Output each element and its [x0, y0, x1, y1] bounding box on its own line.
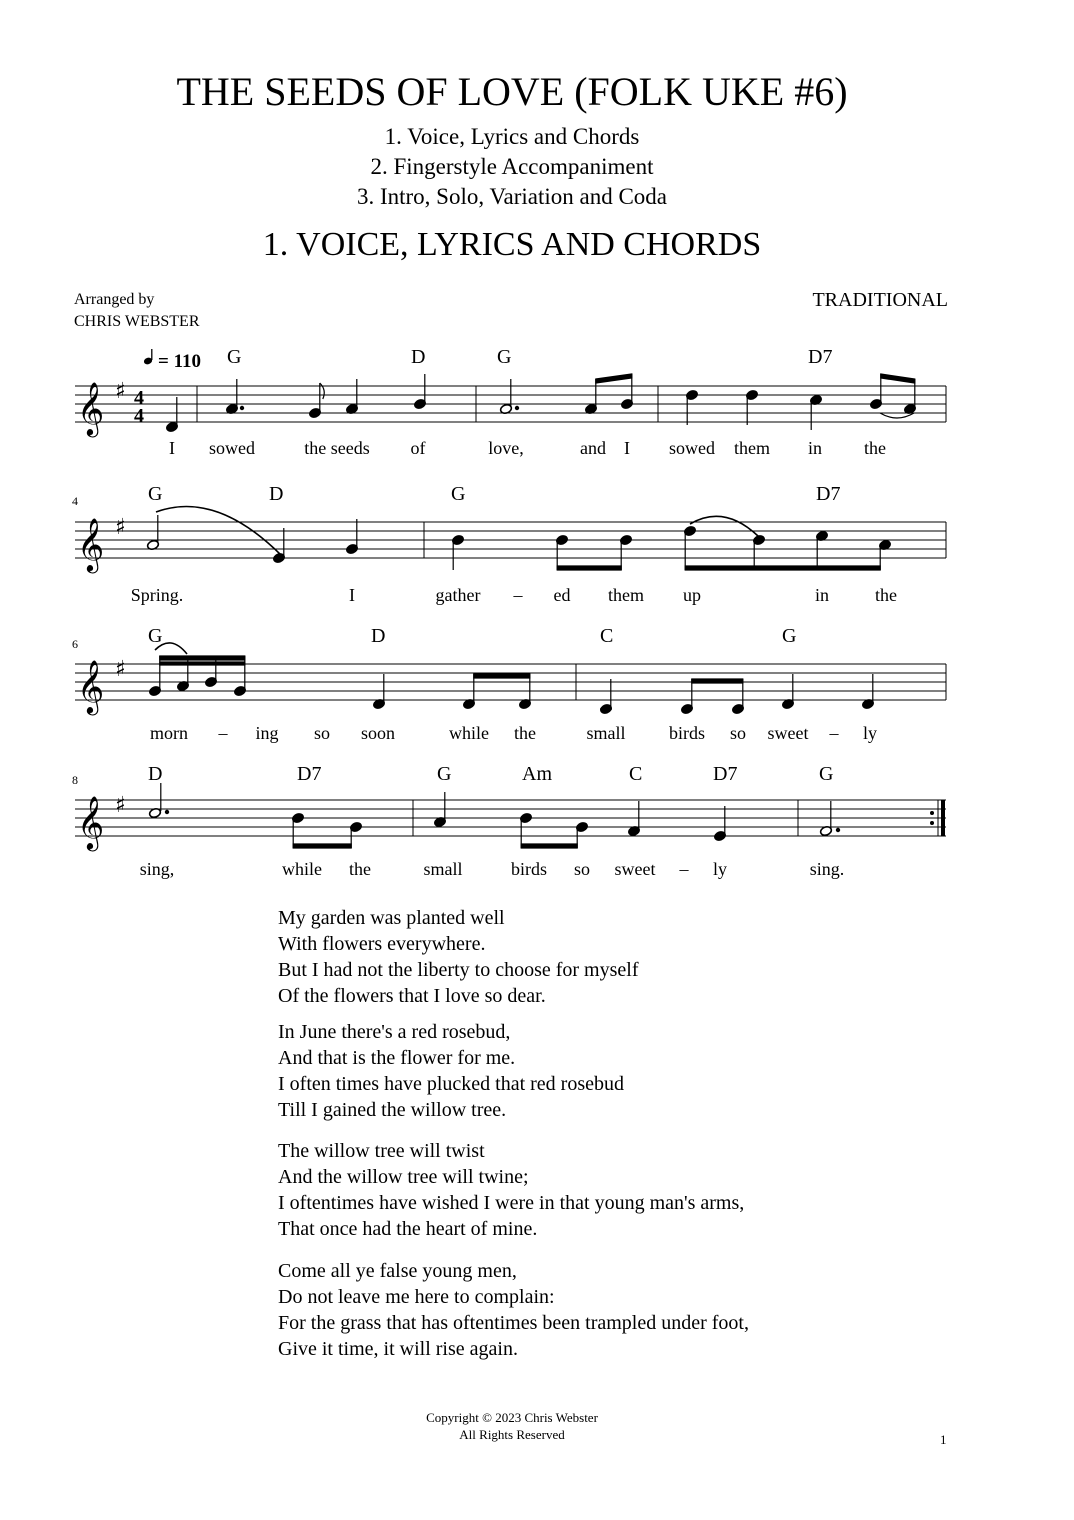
lyric-syllable: – [218, 723, 228, 743]
staff-lines [75, 522, 946, 558]
verse-line: Give it time, it will rise again. [278, 1338, 518, 1360]
lyric-syllable: soon [360, 723, 396, 743]
chord-symbol: G [437, 763, 452, 785]
verse-line: That once had the heart of mine. [278, 1218, 538, 1240]
staff-lines [75, 800, 946, 836]
time-signature-top: 4 [134, 387, 144, 409]
lyric-line [140, 859, 845, 879]
lyric-syllable: while [282, 859, 322, 879]
page-number: 1 [940, 1432, 947, 1447]
lyric-syllable: – [829, 723, 839, 743]
verse-5 [278, 1258, 749, 1362]
lyric-syllable: I [169, 438, 175, 458]
verse-line: In June there's a red rosebud, [278, 1021, 511, 1043]
verse-line: I oftentimes have wished I were in that young man's arms, [278, 1192, 745, 1214]
lyric-syllable: I [624, 438, 630, 458]
composer-credit: TRADITIONAL [812, 289, 948, 311]
lyric-syllable: sweet [614, 859, 656, 879]
chord-symbols [148, 483, 840, 505]
chord-symbol: D7 [808, 346, 833, 368]
lyric-syllable: morn [150, 723, 188, 743]
lyric-syllable: small [423, 859, 463, 879]
chord-symbol: D7 [713, 763, 738, 785]
lyric-syllable: so [729, 723, 747, 743]
lyric-syllable: and [580, 438, 606, 458]
chord-symbol: C [600, 625, 614, 647]
lyric-syllable: love, [488, 438, 524, 458]
verse-3 [278, 1019, 624, 1123]
treble-clef-icon: 𝄞 [77, 795, 105, 849]
lyric-syllable: Spring. [130, 585, 184, 605]
sharp-icon: ♯ [115, 515, 126, 540]
treble-clef-icon: 𝄞 [77, 381, 105, 435]
treble-clef-icon: 𝄞 [77, 517, 105, 571]
chord-symbol: Am [522, 763, 552, 785]
lyric-syllable: in [814, 585, 830, 605]
chord-symbol: G [819, 763, 834, 785]
lyric-syllable: them [608, 585, 644, 605]
rights-text: All Rights Reserved [459, 1427, 565, 1442]
lyric-syllable: sowed [669, 438, 715, 458]
verse-line: Till I gained the willow tree. [278, 1099, 507, 1121]
contents-list [0, 122, 1024, 212]
verse-line: With flowers everywhere. [278, 933, 486, 955]
measure-number: 8 [72, 773, 78, 787]
chord-symbol: D [269, 483, 284, 505]
chord-symbol: G [782, 625, 797, 647]
measure-number: 6 [72, 637, 78, 651]
lyric-syllable: ed [553, 585, 571, 605]
contents-item: 1. Voice, Lyrics and Chords [384, 124, 640, 149]
verse-line: The willow tree will twist [278, 1140, 485, 1162]
lyric-syllable: – [513, 585, 523, 605]
lyric-syllable: of [410, 438, 426, 458]
lyric-line [169, 438, 886, 458]
system-3 [72, 625, 946, 743]
treble-clef-icon: 𝄞 [77, 659, 105, 713]
lyric-syllable: gather [435, 585, 481, 605]
verse-line: But I had not the liberty to choose for myself [278, 959, 639, 981]
system-4 [72, 763, 946, 879]
chord-symbols [227, 346, 832, 368]
arranged-by-label: Arranged by [74, 291, 155, 308]
lyric-syllable: the [349, 859, 371, 879]
lyric-syllable: ly [862, 723, 878, 743]
system-1 [75, 346, 946, 458]
lyric-syllable: sowed [209, 438, 255, 458]
section-title: 1. VOICE, LYRICS AND CHORDS [262, 226, 762, 263]
lyric-syllable: sing. [809, 859, 845, 879]
chord-symbol: D [148, 763, 163, 785]
lyric-syllable: them [734, 438, 770, 458]
verse-line: Do not leave me here to complain: [278, 1286, 555, 1308]
contents-item: 3. Intro, Solo, Variation and Coda [356, 184, 668, 209]
verse-line: My garden was planted well [278, 907, 505, 929]
notes [146, 507, 891, 571]
lyric-syllable: – [679, 859, 689, 879]
chord-symbols [148, 763, 833, 785]
lyric-line [131, 585, 897, 605]
notes [148, 643, 874, 715]
lyric-syllable: the [514, 723, 536, 743]
verse-line: Come all ye false young men, [278, 1260, 517, 1282]
notes [165, 374, 916, 433]
lyric-syllable: small [586, 723, 626, 743]
chord-symbol: D [411, 346, 426, 368]
chord-symbol: C [629, 763, 643, 785]
sharp-icon: ♯ [115, 657, 126, 682]
verse-line: Of the flowers that I love so dear. [278, 985, 546, 1007]
music-score [0, 330, 1074, 890]
time-signature-bottom: 4 [134, 405, 144, 427]
chord-symbol: G [148, 483, 163, 505]
verse-line: For the grass that has oftentimes been trampled under foot, [278, 1312, 749, 1334]
lyric-syllable: birds [669, 723, 705, 743]
lyric-line [150, 723, 877, 743]
lyric-syllable: while [449, 723, 489, 743]
tempo-text: = 110 [158, 351, 202, 372]
chord-symbol: G [148, 625, 163, 647]
contents-item: 2. Fingerstyle Accompaniment [370, 154, 654, 179]
copyright-footer [0, 1409, 1024, 1443]
verse-line: I often times have plucked that red rosebud [278, 1073, 624, 1095]
lyric-syllable: the seeds [304, 438, 370, 458]
lyric-syllable: so [573, 859, 591, 879]
verse-line: And the willow tree will twine; [278, 1166, 529, 1188]
chord-symbol: G [451, 483, 466, 505]
verse-2 [278, 905, 638, 1009]
chord-symbol: D7 [816, 483, 841, 505]
lyric-syllable: so [313, 723, 331, 743]
lyric-syllable: up [683, 585, 701, 605]
system-2 [72, 483, 946, 605]
arranger-name: CHRIS WEBSTER [74, 313, 200, 330]
copyright-text: Copyright © 2023 Chris Webster [426, 1410, 598, 1425]
chord-symbol: G [497, 346, 512, 368]
measure-number: 4 [72, 494, 78, 508]
sharp-icon: ♯ [115, 793, 126, 818]
tempo-marking [143, 349, 201, 372]
arranger-credit [74, 289, 200, 333]
page-title: THE SEEDS OF LOVE (FOLK UKE #6) [176, 69, 848, 114]
lyric-syllable: I [349, 585, 355, 605]
lyric-syllable: the [864, 438, 886, 458]
lyric-syllable: birds [511, 859, 547, 879]
chord-symbol: G [227, 346, 242, 368]
lyric-syllable: in [807, 438, 823, 458]
lyric-syllable: sing, [139, 859, 175, 879]
chord-symbol: D7 [297, 763, 322, 785]
sharp-icon: ♯ [115, 379, 126, 404]
chord-symbols [148, 625, 796, 647]
verse-line: And that is the flower for me. [278, 1047, 516, 1069]
lyric-syllable: ing [255, 723, 279, 743]
notes [148, 783, 839, 848]
lyric-syllable: ly [712, 859, 728, 879]
lyric-syllable: sweet [767, 723, 809, 743]
chord-symbol: D [371, 625, 386, 647]
lyric-syllable: the [875, 585, 897, 605]
verse-4 [278, 1138, 744, 1242]
